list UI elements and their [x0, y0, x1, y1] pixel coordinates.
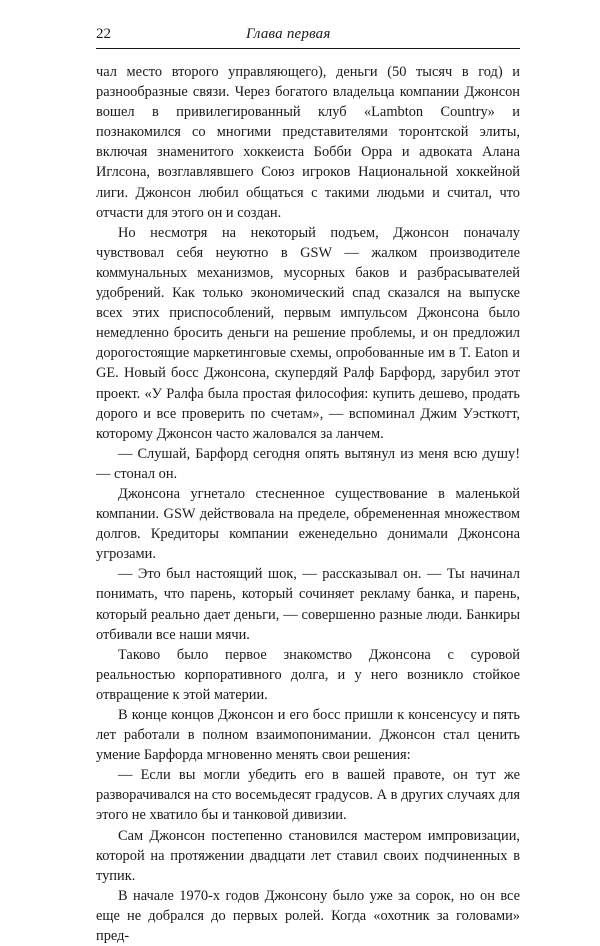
- page-header: [96, 26, 516, 46]
- paragraph: Таково было первое знакомство Джонсона с суровой реальностью корпоративного долга, и у него возникло стойкое отвращение к этой материи.: [96, 646, 520, 703]
- paragraph: Джонсона угнетало стесненное существование в маленькой компании. GSW действовала на пределе, обремененная множеством долгов. Кредиторы компании еженедельно донимали Джонсона угрозами.: [96, 485, 520, 563]
- paragraph: В начале 1970-х годов Джонсону было уже за сорок, но он все еще не добрался до первых ролей. Когда «охотник за головами» пред-: [96, 887, 520, 945]
- paragraph: чал место второго управляющего), деньги (50 тысяч в год) и разнообразные связи. Через богатого владельца компании Джонсон вошел в привилегированный клуб «Lambton Country» и познакомился со многими представителями торонтской элиты, включая знаменитого хоккеиста Бобби Орра и адвоката Алана Иглсона, возглавлявшего Союз игроков Национальной хоккейной лиги. Джонсон любил общаться с такими людьми и считал, что отчасти для этого он и создан.: [96, 64, 520, 221]
- page-number: 22: [96, 26, 111, 42]
- body-text: [96, 62, 520, 946]
- paragraph: В конце концов Джонсон и его босс пришли к консенсусу и пять лет работали в полном взаимопонимании. Джонсон стал ценить умение Барфорда мгновенно менять свои решения:: [96, 707, 520, 764]
- paragraph: — Если вы могли убедить его в вашей правоте, он тут же разворачивался на сто восемьдесят градусов. А в других случаях для этого не хватило бы и танковой дивизии.: [96, 767, 520, 824]
- paragraph: — Это был настоящий шок, — рассказывал он. — Ты начинал понимать, что парень, который сочиняет рекламу банка, и парень, который реально дает деньги, — совершенно разные люди. Банкиры отбивали все наши мячи.: [96, 566, 520, 643]
- paragraph: Сам Джонсон постепенно становился мастером импровизации, которой на протяжении двадцати лет ставил своих подчиненных в тупик.: [96, 827, 520, 884]
- paragraph: Но несмотря на некоторый подъем, Джонсон поначалу чувствовал себя неуютно в GSW — жалком производителе коммунальных механизмов, мусорных баков и разбрасывателей удобрений. Как только экономический спад сказался на выпуске всех этих приспособлений, первым импульсом Джонсона было немедленно бросить деньги на решение проблемы, и он предложил дорогостоящие маркетинговые схемы, опробованные им в T. Eaton и GE. Новый босс Джонсона, скупердяй Ралф Барфорд, зарубил этот проект. «У Ралфа была простая философия: купить дешево, продать дорого и все проверить по счетам», — вспоминал Джим Уэсткотт, которому Джонсон часто жаловался за ланчем.: [96, 224, 520, 442]
- chapter-title: Глава первая: [246, 26, 331, 42]
- paragraph: — Слушай, Барфорд сегодня опять вытянул из меня всю душу! — стонал он.: [96, 445, 520, 482]
- header-rule: [96, 48, 520, 49]
